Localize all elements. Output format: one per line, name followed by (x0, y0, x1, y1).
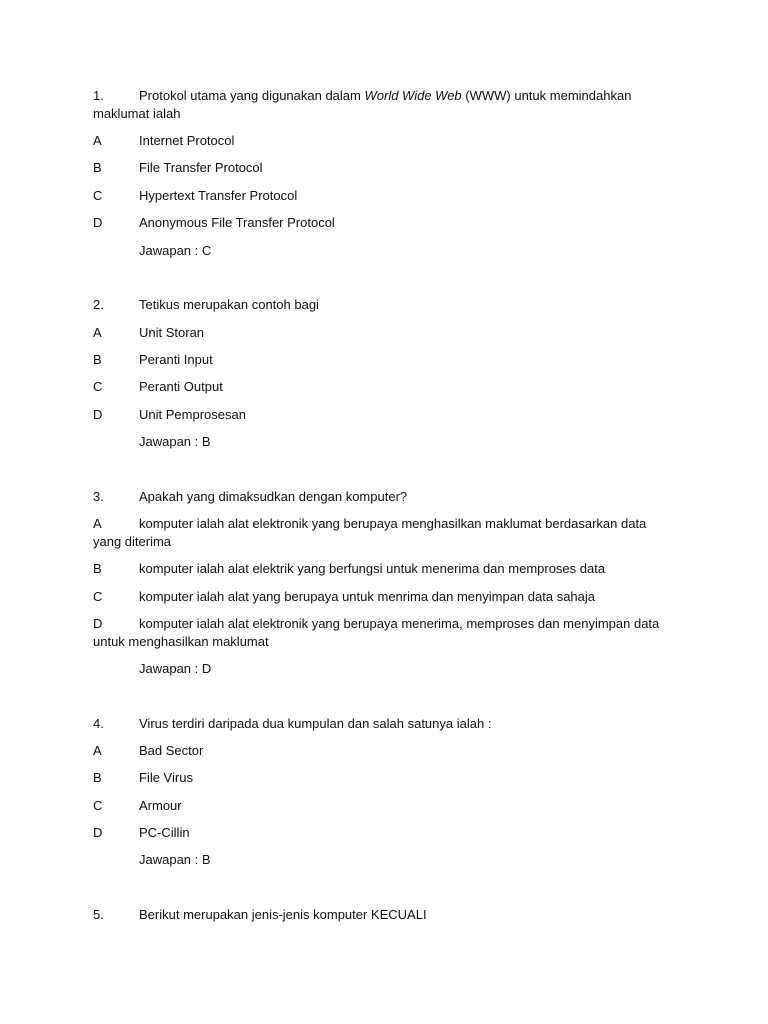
option-label: A (93, 325, 102, 340)
question-text-italic: World Wide Web (364, 88, 462, 103)
option-text: Armour (139, 798, 182, 813)
option-text: Anonymous File Transfer Protocol (139, 215, 335, 230)
option-text: Unit Storan (139, 325, 205, 340)
option-c (93, 378, 673, 396)
option-b (93, 560, 673, 578)
option-text: File Transfer Protocol (139, 160, 263, 175)
question-text: Virus terdiri daripada dua kumpulan dan salah satunya ialah : (139, 716, 492, 731)
question-text: Apakah yang dimaksudkan dengan komputer? (139, 489, 408, 504)
answer-1: Jawapan : C (139, 243, 212, 258)
option-label: C (93, 379, 103, 394)
option-text: komputer ialah alat elektronik yang berupaya menerima, memproses dan menyimpan data untuk menghasilkan maklumat (93, 616, 660, 649)
question-5 (93, 906, 673, 924)
question-text: Tetikus merupakan contoh bagi (139, 297, 319, 312)
question-number: 2. (93, 297, 104, 312)
option-text: File Virus (139, 770, 193, 785)
question-text: Berikut merupakan jenis-jenis komputer KECUALI (139, 907, 427, 922)
option-label: B (93, 770, 102, 785)
option-text: Bad Sector (139, 743, 204, 758)
option-b (93, 159, 673, 177)
option-d (93, 615, 673, 651)
option-text: Peranti Input (139, 352, 213, 367)
option-label: C (93, 589, 103, 604)
answer-3: Jawapan : D (139, 661, 212, 676)
option-label: A (93, 516, 102, 531)
option-d (93, 824, 673, 842)
option-text: Internet Protocol (139, 133, 235, 148)
question-3 (93, 488, 673, 506)
option-text: komputer ialah alat yang berupaya untuk menrima dan menyimpan data sahaja (139, 589, 595, 604)
option-label: C (93, 798, 103, 813)
question-2 (93, 296, 673, 314)
option-text: Peranti Output (139, 379, 223, 394)
option-label: D (93, 215, 103, 230)
option-d (93, 214, 673, 232)
option-label: D (93, 616, 103, 631)
option-b (93, 351, 673, 369)
option-text: komputer ialah alat elektrik yang berfungsi untuk menerima dan memproses data (139, 561, 606, 576)
option-a (93, 742, 673, 760)
option-label: D (93, 825, 103, 840)
question-text-part: (WWW) untuk memindahkan maklumat ialah (93, 88, 632, 121)
option-label: B (93, 352, 102, 367)
option-a (93, 132, 673, 150)
option-label: D (93, 407, 103, 422)
option-label: A (93, 743, 102, 758)
question-number: 3. (93, 489, 104, 504)
option-c (93, 588, 673, 606)
question-1 (93, 87, 673, 123)
option-b (93, 769, 673, 787)
option-label: B (93, 561, 102, 576)
question-number: 4. (93, 716, 104, 731)
option-text: komputer ialah alat elektronik yang berupaya menghasilkan maklumat berdasarkan data yang diterima (93, 516, 647, 549)
option-a (93, 324, 673, 342)
option-d (93, 406, 673, 424)
option-c (93, 187, 673, 205)
option-a (93, 515, 673, 551)
option-text: Hypertext Transfer Protocol (139, 188, 298, 203)
option-c (93, 797, 673, 815)
option-label: C (93, 188, 103, 203)
question-4 (93, 715, 673, 733)
question-number: 1. (93, 88, 104, 103)
answer-4: Jawapan : B (139, 852, 211, 867)
option-label: A (93, 133, 102, 148)
question-text-part: Protokol utama yang digunakan dalam (139, 88, 365, 103)
option-label: B (93, 160, 102, 175)
question-number: 5. (93, 907, 104, 922)
option-text: Unit Pemprosesan (139, 407, 246, 422)
option-text: PC-Cillin (139, 825, 190, 840)
answer-2: Jawapan : B (139, 434, 211, 449)
